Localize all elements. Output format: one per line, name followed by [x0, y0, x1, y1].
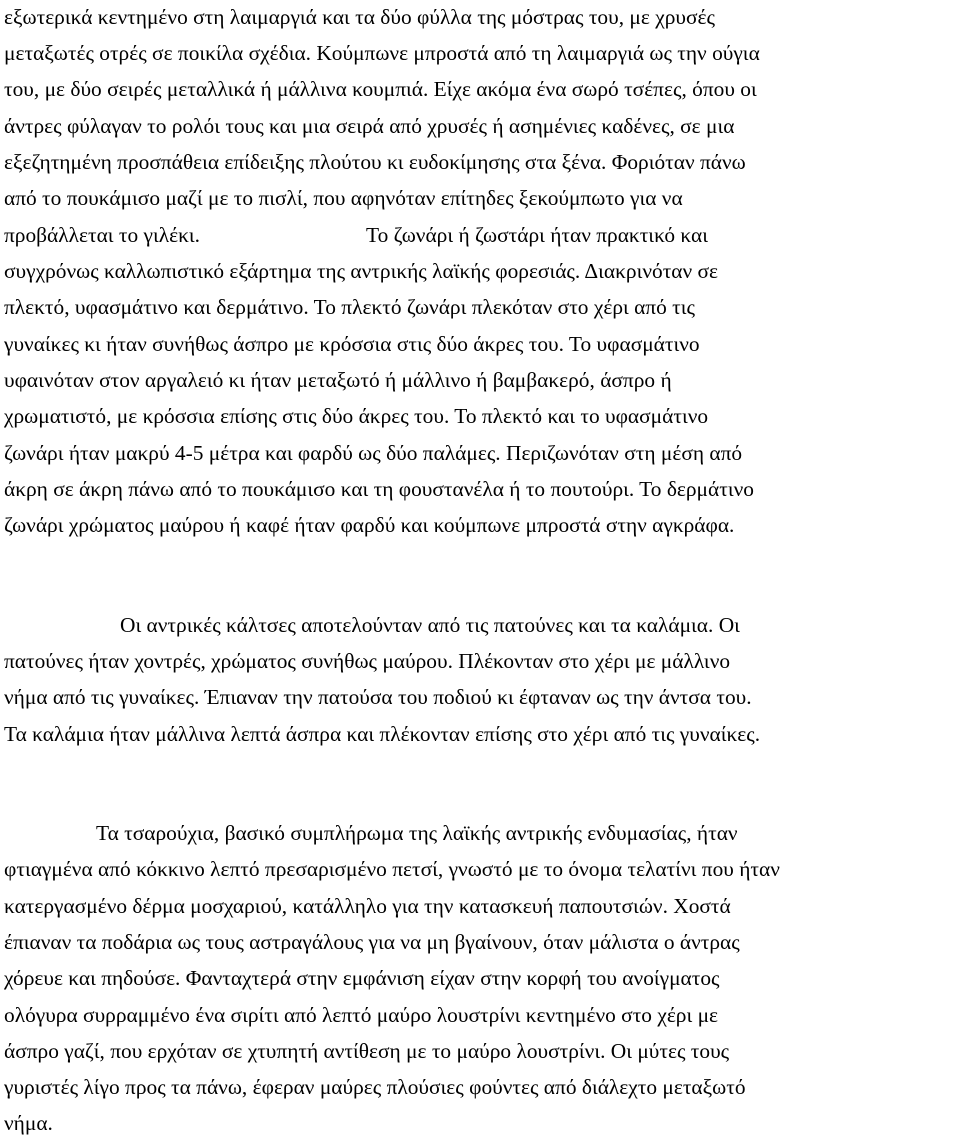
text-line: του, με δύο σειρές μεταλλικά ή μάλλινα κουμπιά. Είχε ακόμα ένα σωρό τσέπες, όπου οι: [4, 77, 757, 101]
text-line: εξεζητημένη προσπάθεια επίδειξης πλούτου κι ευδοκίμησης στα ξένα. Φοριόταν πάνω: [4, 150, 746, 174]
text-line: άντρες φύλαγαν το ρολόι τους και μια σειρά από χρυσές ή ασημένιες καδένες, σε μια: [4, 114, 735, 138]
text-line: εξωτερικά κεντημένο στη λαιμαργιά και τα δύο φύλλα της μόστρας του, με χρυσές: [4, 5, 715, 29]
text-line: γυναίκες κι ήταν συνήθως άσπρο με κρόσσια στις δύο άκρες του. Το υφασμάτινο: [4, 332, 700, 356]
text-line: έπιαναν τα ποδάρια ως τους αστραγάλους για να μη βγαίνουν, όταν μάλιστα ο άντρας: [4, 930, 740, 954]
text-line: πατούνες ήταν χοντρές, χρώματος συνήθως μαύρου. Πλέκονταν στο χέρι με μάλλινο: [4, 649, 731, 673]
text-line: χόρευε και πηδούσε. Φανταχτερά στην εμφάνιση είχαν στην κορφή του ανοίγματος: [4, 966, 720, 990]
text-line: άκρη σε άκρη πάνω από το πουκάμισο και τη φουστανέλα ή το πουτούρι. Το δερμάτινο: [4, 477, 754, 501]
text-line: Τα τσαρούχια, βασικό συμπλήρωμα της λαϊκής αντρικής ενδυμασίας, ήταν: [96, 821, 738, 845]
text-line: ζωνάρι χρώματος μαύρου ή καφέ ήταν φαρδύ και κούμπωνε μπροστά στην αγκράφα.: [4, 513, 735, 537]
text-line: [4, 219, 708, 252]
text-line: φτιαγμένα από κόκκινο λεπτό πρεσαρισμένο πετσί, γνωστό με το όνομα τελατίνι που ήταν: [4, 857, 780, 881]
text-line: συγχρόνως καλλωπιστικό εξάρτημα της αντρικής λαϊκής φορεσιάς. Διακρινόταν σε: [4, 259, 719, 283]
text-line: μεταξωτές οτρές σε ποικίλα σχέδια. Κούμπωνε μπροστά από τη λαιμαργιά ως την ούγια: [4, 41, 760, 65]
text-line: γυριστές λίγο προς τα πάνω, έφεραν μαύρες πλούσιες φούντες από διάλεχτο μεταξωτό: [4, 1075, 746, 1099]
text-segment: Το ζωνάρι ή ζωστάρι ήταν πρακτικό και: [365, 223, 708, 247]
text-line: υφαινόταν στον αργαλειό κι ήταν μεταξωτό ή μάλλινο ή βαμβακερό, άσπρο ή: [4, 368, 672, 392]
text-line: νήμα.: [4, 1111, 53, 1135]
text-line: πλεκτό, υφασμάτινο και δερμάτινο. Το πλεκτό ζωνάρι πλεκόταν στο χέρι από τις: [4, 295, 695, 319]
text-line: νήμα από τις γυναίκες. Έπιαναν την πατούσα του ποδιού κι έφταναν ως την άντσα του.: [4, 685, 752, 709]
text-line: από το πουκάμισο μαζί με το πισλί, που αφηνόταν επίτηδες ξεκούμπωτο για να: [4, 186, 683, 210]
text-line: ζωνάρι ήταν μακρύ 4-5 μέτρα και φαρδύ ως δύο παλάμες. Περιζωνόταν στη μέση από: [4, 441, 743, 465]
text-line: χρωματιστό, με κρόσσια επίσης στις δύο άκρες του. Το πλεκτό και το υφασμάτινο: [4, 404, 709, 428]
text-line: άσπρο γαζί, που ερχόταν σε χτυπητή αντίθεση με το μαύρο λουστρίνι. Οι μύτες τους: [4, 1039, 730, 1063]
text-line: Οι αντρικές κάλτσες αποτελούνταν από τις πατούνες και τα καλάμια. Οι: [120, 613, 740, 637]
text-line: Τα καλάμια ήταν μάλλινα λεπτά άσπρα και πλέκονταν επίσης στο χέρι από τις γυναίκες.: [4, 722, 761, 746]
text-line: κατεργασμένο δέρμα μοσχαριού, κατάλληλο για την κατασκευή παπουτσιών. Χοστά: [4, 894, 731, 918]
text-segment: προβάλλεται το γιλέκι.: [4, 223, 200, 247]
text-line: ολόγυρα συρραμμένο ένα σιρίτι από λεπτό μαύρο λουστρίνι κεντημένο στο χέρι με: [4, 1003, 719, 1027]
